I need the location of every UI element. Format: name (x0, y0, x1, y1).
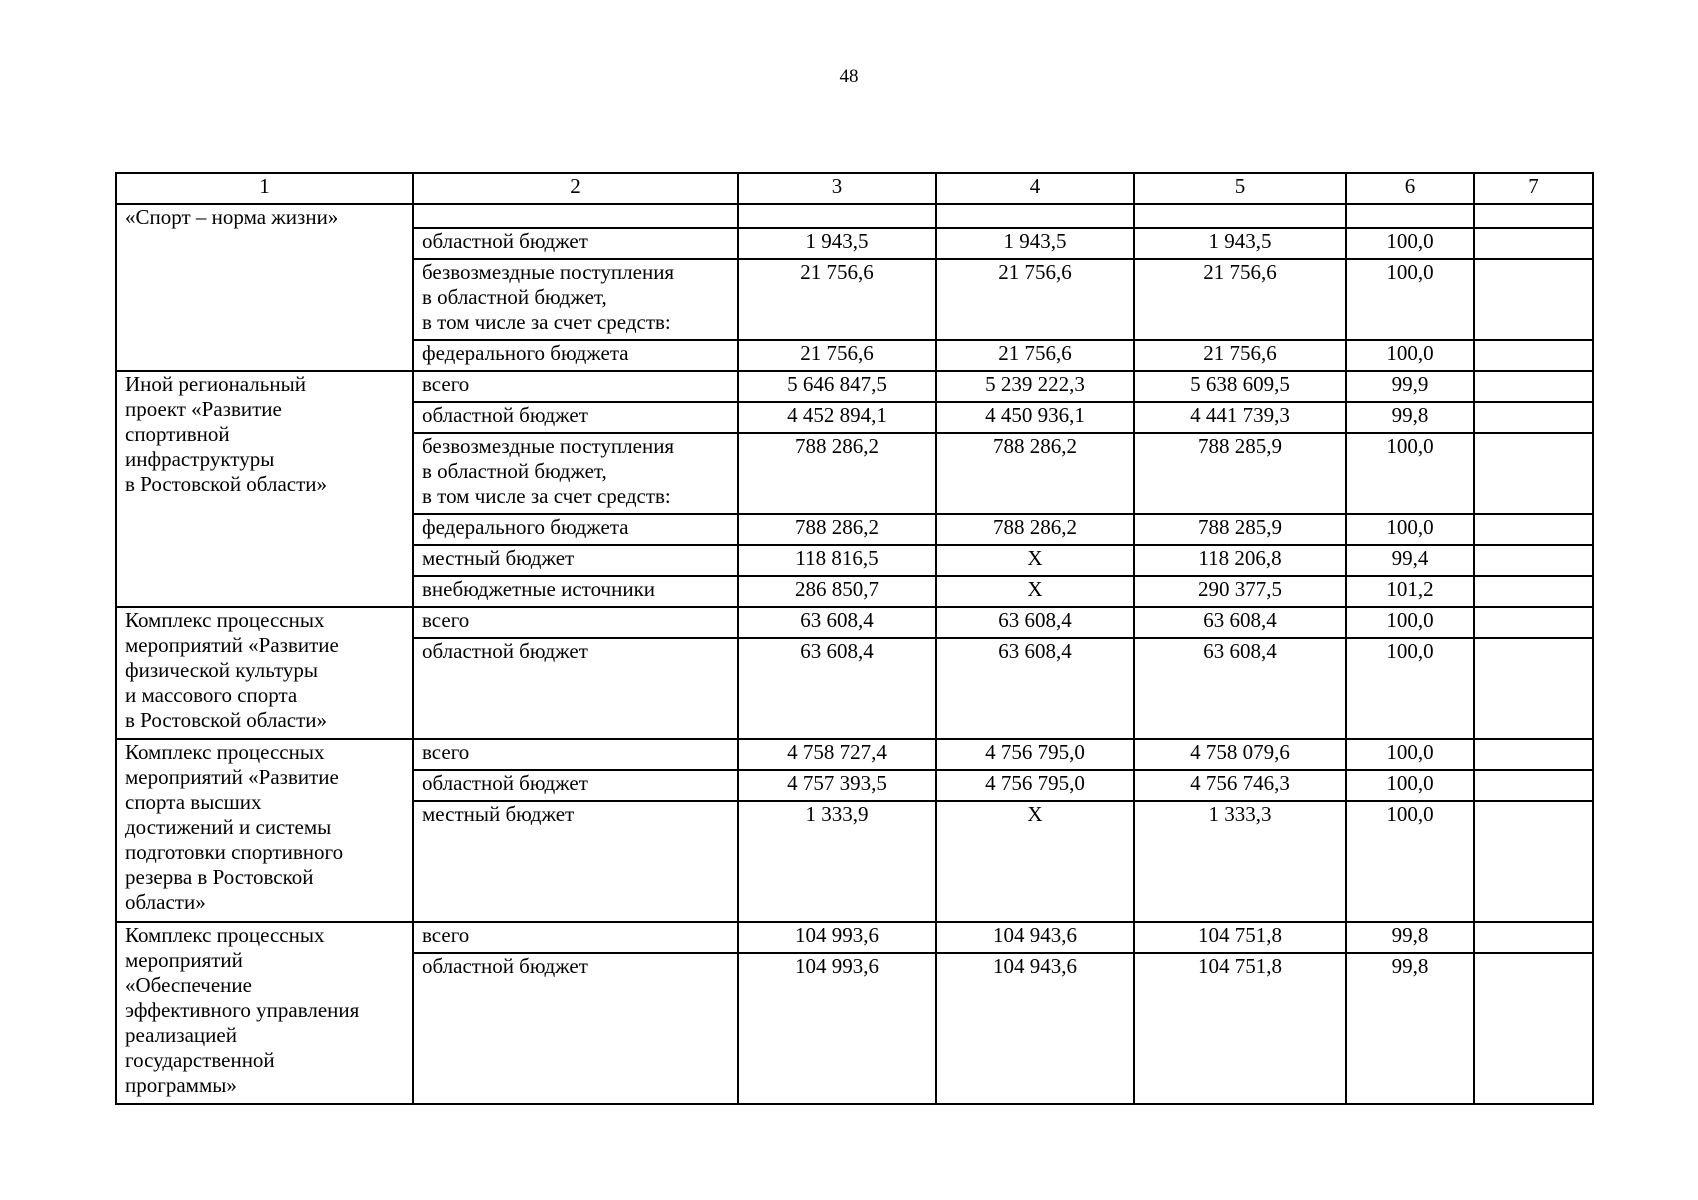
empty-cell (936, 204, 1134, 228)
value-col-5: 788 285,9 (1134, 514, 1346, 545)
value-col-5: 63 608,4 (1134, 638, 1346, 739)
value-col-5: 104 751,8 (1134, 922, 1346, 953)
program-name: «Спорт – норма жизни» (116, 204, 413, 371)
value-col-6: 100,0 (1346, 259, 1474, 340)
value-col-5: 1 943,5 (1134, 228, 1346, 259)
table-row (116, 739, 1593, 770)
funding-source: безвозмездные поступления в областной бюджет, в том числе за счет средств: (413, 433, 738, 514)
funding-source: местный бюджет (413, 801, 738, 922)
value-col-3: 4 758 727,4 (738, 739, 936, 770)
value-col-4: 63 608,4 (936, 638, 1134, 739)
value-col-3: 788 286,2 (738, 514, 936, 545)
value-col-4: 104 943,6 (936, 922, 1134, 953)
value-col-7 (1474, 402, 1593, 433)
value-col-3: 118 816,5 (738, 545, 936, 576)
program-name: Комплекс процессных мероприятий «Развитие физической культуры и массового спорта в Ростовской области» (116, 607, 413, 739)
value-col-7 (1474, 638, 1593, 739)
value-col-3: 5 646 847,5 (738, 371, 936, 402)
empty-cell (738, 204, 936, 228)
value-col-7 (1474, 576, 1593, 607)
value-col-4: 788 286,2 (936, 514, 1134, 545)
page-number: 48 (839, 66, 859, 87)
value-col-5: 4 441 739,3 (1134, 402, 1346, 433)
empty-cell (1474, 204, 1593, 228)
value-col-6: 99,4 (1346, 545, 1474, 576)
value-col-7 (1474, 922, 1593, 953)
funding-source: внебюджетные источники (413, 576, 738, 607)
value-col-3: 21 756,6 (738, 340, 936, 371)
program-name: Комплекс процессных мероприятий «Развитие спорта высших достижений и системы подготовки спортивного резерва в Ростовской области» (116, 739, 413, 922)
value-col-7 (1474, 607, 1593, 638)
value-col-5: 104 751,8 (1134, 953, 1346, 1104)
column-number-2: 2 (413, 173, 738, 204)
value-col-7 (1474, 545, 1593, 576)
value-col-6: 100,0 (1346, 607, 1474, 638)
value-col-5: 290 377,5 (1134, 576, 1346, 607)
funding-source: областной бюджет (413, 638, 738, 739)
table-body (116, 173, 1593, 1104)
value-col-7 (1474, 770, 1593, 801)
column-number-4: 4 (936, 173, 1134, 204)
value-col-3: 286 850,7 (738, 576, 936, 607)
table-header-row (116, 173, 1593, 204)
value-col-6: 100,0 (1346, 801, 1474, 922)
value-col-6: 100,0 (1346, 638, 1474, 739)
funding-source: местный бюджет (413, 545, 738, 576)
funding-source: областной бюджет (413, 953, 738, 1104)
program-name: Иной региональный проект «Развитие спортивной инфраструктуры в Ростовской области» (116, 371, 413, 607)
value-col-4: 21 756,6 (936, 340, 1134, 371)
value-col-6: 100,0 (1346, 433, 1474, 514)
value-col-7 (1474, 801, 1593, 922)
value-col-6: 99,8 (1346, 402, 1474, 433)
column-number-1: 1 (116, 173, 413, 204)
table-row (116, 607, 1593, 638)
value-col-6: 100,0 (1346, 514, 1474, 545)
value-col-3: 63 608,4 (738, 638, 936, 739)
value-col-6: 100,0 (1346, 340, 1474, 371)
value-col-7 (1474, 433, 1593, 514)
funding-source: всего (413, 922, 738, 953)
empty-cell (1346, 204, 1474, 228)
value-col-5: 4 758 079,6 (1134, 739, 1346, 770)
table-row (116, 922, 1593, 953)
value-col-5: 21 756,6 (1134, 340, 1346, 371)
value-col-7 (1474, 739, 1593, 770)
funding-source: всего (413, 607, 738, 638)
value-col-5: 21 756,6 (1134, 259, 1346, 340)
column-number-3: 3 (738, 173, 936, 204)
value-col-7 (1474, 953, 1593, 1104)
funding-source: всего (413, 739, 738, 770)
funding-source: всего (413, 371, 738, 402)
empty-cell (1134, 204, 1346, 228)
value-col-5: 4 756 746,3 (1134, 770, 1346, 801)
value-col-6: 101,2 (1346, 576, 1474, 607)
funding-source: федерального бюджета (413, 340, 738, 371)
funding-source: областной бюджет (413, 228, 738, 259)
value-col-3: 104 993,6 (738, 922, 936, 953)
value-col-5: 118 206,8 (1134, 545, 1346, 576)
value-col-3: 4 757 393,5 (738, 770, 936, 801)
column-number-6: 6 (1346, 173, 1474, 204)
empty-cell (413, 204, 738, 228)
column-number-7: 7 (1474, 173, 1593, 204)
value-col-7 (1474, 340, 1593, 371)
value-col-7 (1474, 514, 1593, 545)
value-col-7 (1474, 371, 1593, 402)
value-col-4: X (936, 545, 1134, 576)
value-col-4: 21 756,6 (936, 259, 1134, 340)
value-col-6: 100,0 (1346, 739, 1474, 770)
value-col-4: 4 450 936,1 (936, 402, 1134, 433)
value-col-3: 4 452 894,1 (738, 402, 936, 433)
budget-table (115, 172, 1594, 1105)
value-col-5: 63 608,4 (1134, 607, 1346, 638)
value-col-6: 99,9 (1346, 371, 1474, 402)
value-col-6: 100,0 (1346, 770, 1474, 801)
value-col-4: 104 943,6 (936, 953, 1134, 1104)
value-col-7 (1474, 259, 1593, 340)
table-row (116, 371, 1593, 402)
funding-source: областной бюджет (413, 770, 738, 801)
program-name: Комплекс процессных мероприятий «Обеспечение эффективного управления реализацией государственной программы» (116, 922, 413, 1104)
value-col-3: 1 333,9 (738, 801, 936, 922)
value-col-3: 63 608,4 (738, 607, 936, 638)
value-col-3: 104 993,6 (738, 953, 936, 1104)
value-col-3: 788 286,2 (738, 433, 936, 514)
value-col-4: 4 756 795,0 (936, 770, 1134, 801)
value-col-4: X (936, 576, 1134, 607)
value-col-6: 100,0 (1346, 228, 1474, 259)
value-col-4: 63 608,4 (936, 607, 1134, 638)
value-col-3: 1 943,5 (738, 228, 936, 259)
value-col-5: 5 638 609,5 (1134, 371, 1346, 402)
column-number-5: 5 (1134, 173, 1346, 204)
value-col-3: 21 756,6 (738, 259, 936, 340)
funding-source: безвозмездные поступления в областной бюджет, в том числе за счет средств: (413, 259, 738, 340)
value-col-4: 788 286,2 (936, 433, 1134, 514)
value-col-4: X (936, 801, 1134, 922)
value-col-4: 1 943,5 (936, 228, 1134, 259)
table-row (116, 204, 1593, 228)
value-col-6: 99,8 (1346, 953, 1474, 1104)
value-col-4: 4 756 795,0 (936, 739, 1134, 770)
value-col-5: 788 285,9 (1134, 433, 1346, 514)
funding-source: областной бюджет (413, 402, 738, 433)
value-col-5: 1 333,3 (1134, 801, 1346, 922)
value-col-7 (1474, 228, 1593, 259)
value-col-6: 99,8 (1346, 922, 1474, 953)
value-col-4: 5 239 222,3 (936, 371, 1134, 402)
funding-source: федерального бюджета (413, 514, 738, 545)
